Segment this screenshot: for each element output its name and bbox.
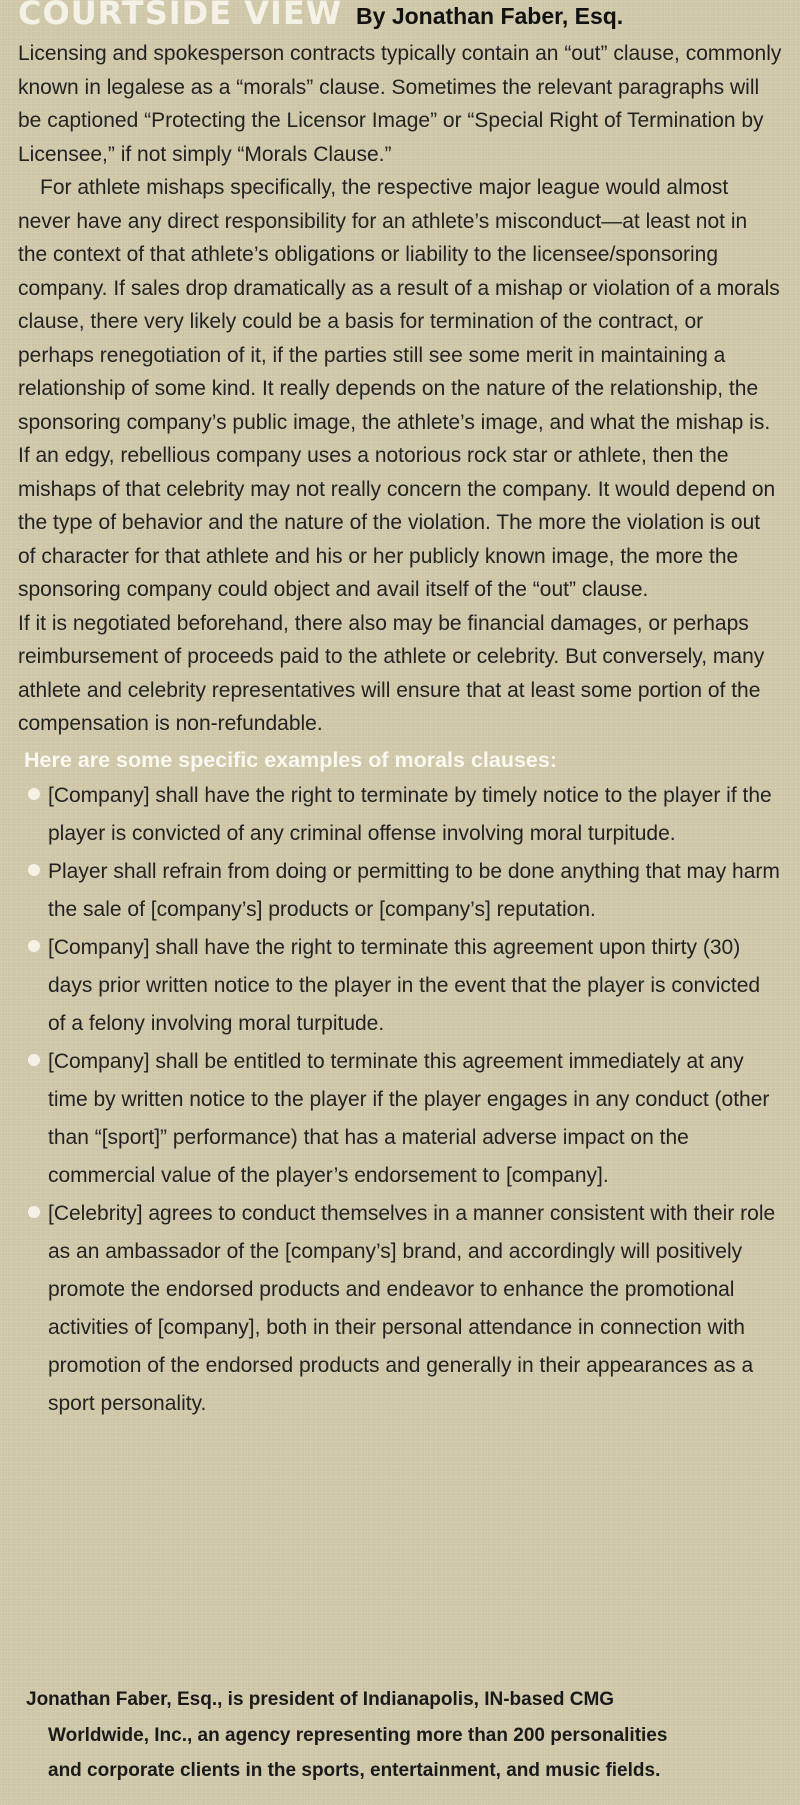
bullet-icon <box>28 788 40 800</box>
bullet-icon <box>28 1206 40 1218</box>
example-text: [Company] shall have the right to terminate this agreement upon thirty (30) days prior written notice to the player in the event that the player is convicted of a felony involving moral turpitude. <box>48 935 761 1035</box>
body-paragraph: For athlete mishaps specifically, the respective major league would almost never have any direct responsibility for an athlete’s misconduct—at least not in the context of that athlete’s obligations or liability to the licensee/sponsoring company. If sales drop dramatically as a result of a mishap or violation of a morals clause, there very likely could be a basis for termination of the contract, or perhaps renegotiation of it, if the parties still see some merit in maintaining a relationship of some kind. It really depends on the nature of the relationship, the sponsoring company’s public image, the athlete’s image, and what the mishap is. If an edgy, rebellious company uses a notorious rock star or athlete, then the mishaps of that celebrity may not really concern the company. It would depend on the type of behavior and the nature of the violation. The more the violation is out of character for that athlete and his or her publicly known image, the more the sponsoring company could object and avail itself of the “out” clause. <box>18 176 780 601</box>
article-header <box>18 0 782 40</box>
examples-heading: Here are some specific examples of morals clauses: <box>24 747 557 772</box>
list-item <box>18 1043 782 1195</box>
list-item <box>18 777 782 853</box>
byline: By Jonathan Faber, Esq. <box>356 3 624 29</box>
list-item <box>18 1195 782 1423</box>
closing-paragraph: If it is negotiated beforehand, there also may be financial damages, or perhaps reimbursement of proceeds paid to the athlete or celebrity. But conversely, many athlete and celebrity representatives will ensure that at least some portion of the compensation is non-refundable. <box>18 611 765 735</box>
author-bio <box>26 1682 786 1789</box>
bio-line: Jonathan Faber, Esq., is president of Indianapolis, IN-based CMG <box>26 1689 615 1710</box>
example-text: Player shall refrain from doing or permitting to be done anything that may harm the sale of [company’s] products or [company’s] reputation. <box>48 859 780 921</box>
examples-list <box>18 777 782 1423</box>
intro-paragraph: Licensing and spokesperson contracts typically contain an “out” clause, commonly known in legalese as a “morals” clause. Sometimes the relevant paragraphs will be captioned “Protecting the Licensor Image” or “Special Right of Termination by Licensee,” if not simply “Morals Clause.” <box>18 42 782 166</box>
example-text: [Company] shall be entitled to terminate this agreement immediately at any time by written notice to the player if the player engages in any conduct (other than “[sport]” performance) that has a material adverse impact on the commercial value of the player’s endorsement to [company]. <box>48 1049 770 1187</box>
example-text: [Company] shall have the right to terminate by timely notice to the player if the player is convicted of any criminal offense involving moral turpitude. <box>48 783 772 845</box>
list-item <box>18 853 782 929</box>
section-title: COURTSIDE VIEW <box>18 0 343 32</box>
bio-line: Worldwide, Inc., an agency representing more than 200 personalities <box>48 1724 668 1746</box>
list-item <box>18 929 782 1043</box>
bio-line: and corporate clients in the sports, entertainment, and music fields. <box>48 1760 661 1781</box>
bullet-icon <box>28 1054 40 1066</box>
bullet-icon <box>28 864 40 876</box>
example-text: [Celebrity] agrees to conduct themselves in a manner consistent with their role as an ambassador of the [company’s] brand, and accordingly will positively promote the endorsed products and endeavor to enhance the promotional activities of [company], both in their personal attendance in connection with promotion of the endorsed products and generally in their appearances as a sport personality. <box>48 1201 776 1415</box>
bullet-icon <box>28 940 40 952</box>
